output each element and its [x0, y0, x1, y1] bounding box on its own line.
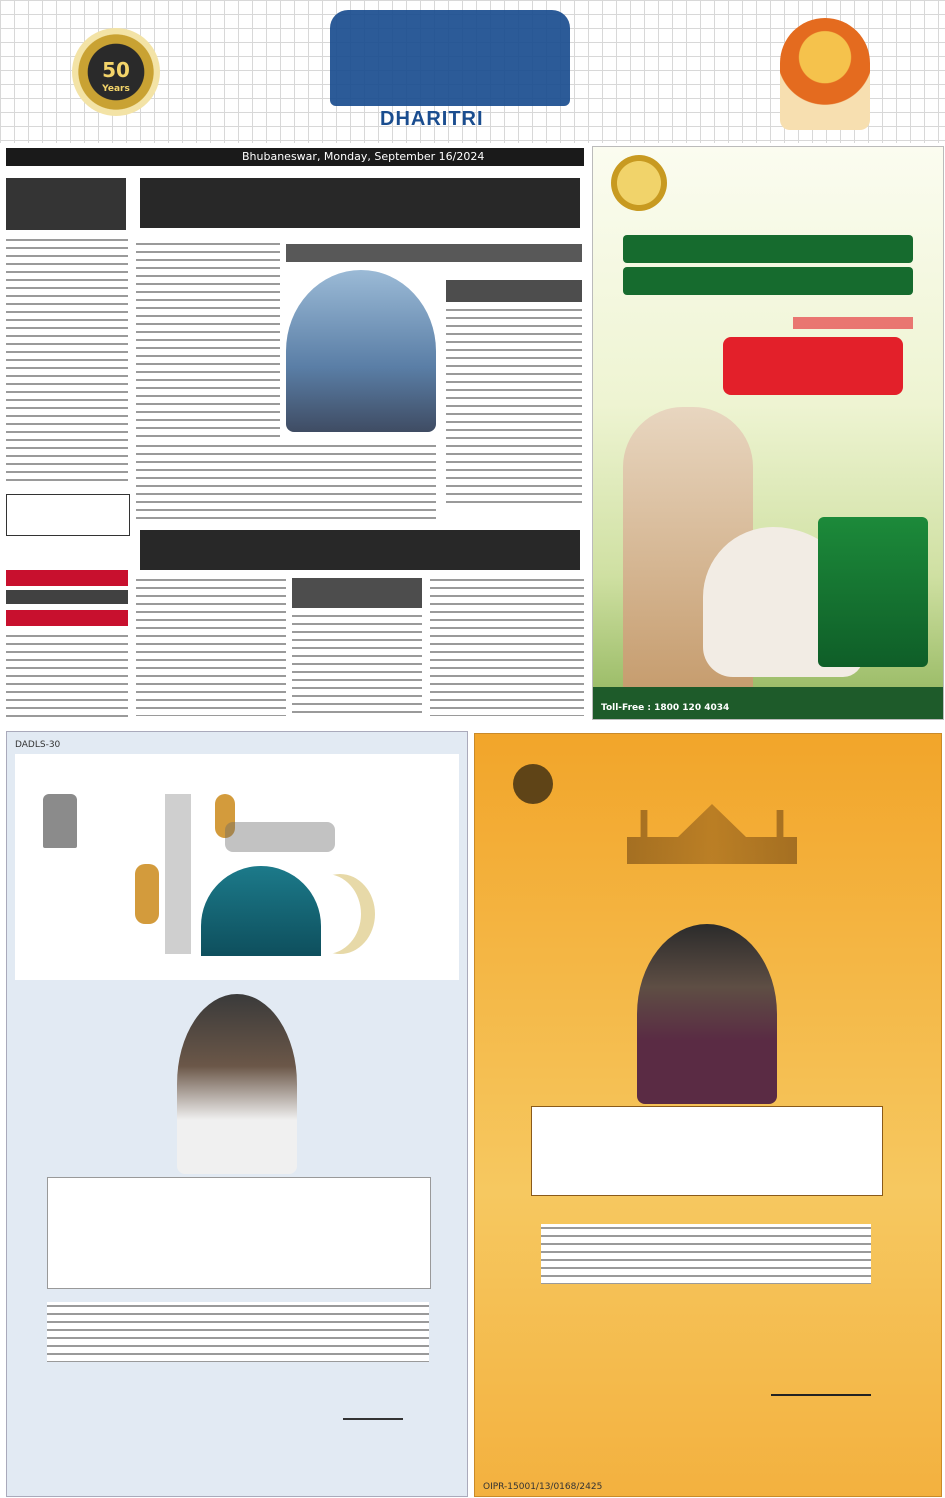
deity-illustration-icon	[780, 18, 870, 130]
quote-text	[6, 632, 128, 718]
kapila-footer	[593, 687, 943, 719]
second-body-col1	[136, 576, 286, 716]
left-headline	[6, 178, 126, 230]
lead-story	[136, 172, 586, 522]
chief-minister-photo	[637, 924, 777, 1104]
kejriwal-photo	[286, 270, 436, 432]
governor-photo	[177, 994, 297, 1174]
masthead	[0, 0, 945, 143]
second-subheadline	[292, 578, 422, 608]
badge-number: 50	[102, 58, 130, 82]
kapila-slogan	[793, 317, 913, 329]
arabic-calligraphy-icon	[225, 822, 335, 852]
sidebar-body	[446, 306, 582, 506]
crescent-icon	[305, 874, 375, 954]
editorial-headline[interactable]	[6, 590, 128, 604]
dateline-english: Bhubaneswar, Monday, September 16/2024	[242, 150, 485, 163]
left-column	[6, 172, 130, 720]
lead-subheadline	[286, 244, 582, 262]
minaret-icon	[165, 794, 191, 954]
lantern-icon	[135, 864, 159, 924]
lead-headline[interactable]	[140, 178, 580, 228]
dateline	[6, 148, 584, 166]
kapila-tollfree[interactable]: Toll-Free : 1800 120 4034	[601, 703, 730, 713]
gov1-title-box	[47, 1177, 431, 1289]
governor-signature-icon	[343, 1400, 403, 1420]
odisha-emblem-icon	[513, 764, 553, 804]
gov2-message	[541, 1224, 871, 1284]
logo-english: DHARITRI	[380, 108, 484, 130]
kapila-logo	[723, 337, 903, 395]
promo-box[interactable]	[6, 494, 130, 536]
mosque-dome-icon	[201, 866, 321, 956]
sidebar-headline	[446, 280, 582, 302]
quote-label	[6, 610, 128, 626]
lead-body-col1	[136, 240, 280, 440]
editorial-label	[6, 570, 128, 586]
cm-signature-icon	[771, 1370, 871, 1396]
anniversary-badge-icon	[72, 28, 160, 116]
feed-bag	[818, 517, 928, 667]
newspaper-logo[interactable]	[300, 6, 590, 130]
chief-minister-advertisement[interactable]	[474, 733, 942, 1497]
kapila-tagline-line2	[623, 267, 913, 295]
gov2-title-box	[531, 1106, 883, 1196]
governor-advertisement[interactable]	[6, 731, 468, 1497]
logo-glyph-icon	[330, 10, 570, 106]
badge-sub: Years	[102, 84, 130, 94]
left-story-body	[6, 236, 128, 486]
mosque-silhouette-icon	[627, 804, 797, 864]
second-body-col3	[430, 576, 584, 716]
second-headline[interactable]	[140, 530, 580, 570]
gov2-code: OIPR-15001/13/0168/2425	[483, 1482, 603, 1492]
kapila-tagline-line1	[623, 235, 913, 263]
second-body-col2	[292, 612, 422, 716]
gov1-code: DADLS-30	[15, 740, 61, 750]
emblem-icon	[43, 794, 77, 848]
gov1-message	[47, 1302, 429, 1362]
gov1-banner	[15, 754, 459, 980]
kapila-30-years-badge-icon	[611, 155, 667, 211]
second-story	[136, 528, 586, 720]
kapila-advertisement[interactable]	[592, 146, 944, 720]
lead-body-col1-cont	[136, 442, 436, 520]
